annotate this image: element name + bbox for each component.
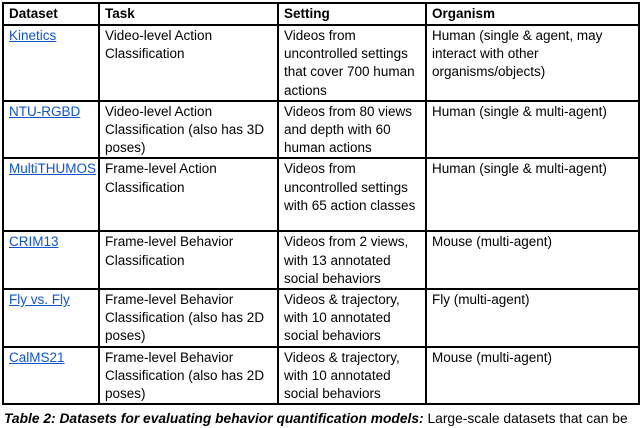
task-cell: Frame-level Action Classification [99, 158, 278, 231]
setting-cell: Videos & trajectory, with 10 annotated social behaviors [278, 289, 426, 347]
organism-cell: Human (single & multi-agent) [426, 101, 639, 159]
table-row [3, 101, 639, 159]
dataset-link-ntu-rgbd[interactable]: NTU-RGBD [9, 103, 81, 119]
caption-text: Large-scale datasets that can be [427, 411, 628, 427]
table-row [3, 347, 639, 405]
task-cell: Frame-level Behavior Classification (also has 2D poses) [99, 289, 278, 347]
task-cell: Video-level Action Classification [99, 25, 278, 101]
dataset-cell [3, 231, 99, 289]
table-row [3, 231, 639, 289]
dataset-cell [3, 101, 99, 159]
col-header-dataset: Dataset [3, 3, 99, 25]
table-row [3, 158, 639, 231]
col-header-organism: Organism [426, 3, 639, 25]
col-header-setting: Setting [278, 3, 426, 25]
task-cell: Frame-level Behavior Classification (also has 2D poses) [99, 347, 278, 405]
dataset-link-crim13[interactable]: CRIM13 [9, 234, 59, 250]
setting-cell: Videos & trajectory, with 10 annotated social behaviors [278, 347, 426, 405]
dataset-link-kinetics[interactable]: Kinetics [9, 28, 57, 43]
dataset-cell [3, 347, 99, 405]
col-header-task: Task [99, 3, 278, 25]
dataset-cell [3, 158, 99, 231]
setting-cell: Videos from uncontrolled settings with 65 action classes [278, 158, 426, 231]
setting-cell: Videos from uncontrolled settings that cover 700 human actions [278, 25, 426, 101]
organism-cell: Mouse (multi-agent) [426, 347, 639, 405]
dataset-link-multithumos[interactable]: MultiTHUMOS [9, 161, 96, 177]
task-cell: Frame-level Behavior Classification [99, 231, 278, 289]
datasets-table [2, 2, 640, 405]
organism-cell: Fly (multi-agent) [426, 289, 639, 347]
table-caption [2, 410, 640, 428]
setting-cell: Videos from 80 views and depth with 60 human actions [278, 101, 426, 159]
organism-cell: Mouse (multi-agent) [426, 231, 639, 289]
task-cell: Video-level Action Classification (also has 3D poses) [99, 101, 278, 159]
table-row [3, 25, 639, 101]
organism-cell: Human (single & agent, may interact with other organisms/objects) [426, 25, 639, 101]
header-row [3, 3, 639, 25]
caption-label: Table 2: Datasets for evaluating behavior quantification models: [4, 411, 424, 427]
table-row [3, 289, 639, 347]
dataset-cell [3, 289, 99, 347]
setting-cell: Videos from 2 views, with 13 annotated social behaviors [278, 231, 426, 289]
dataset-link-calms21[interactable]: CalMS21 [9, 349, 65, 365]
dataset-cell [3, 25, 99, 101]
dataset-link-fly-vs-fly[interactable]: Fly vs. Fly [9, 292, 70, 308]
organism-cell: Human (single & multi-agent) [426, 158, 639, 231]
